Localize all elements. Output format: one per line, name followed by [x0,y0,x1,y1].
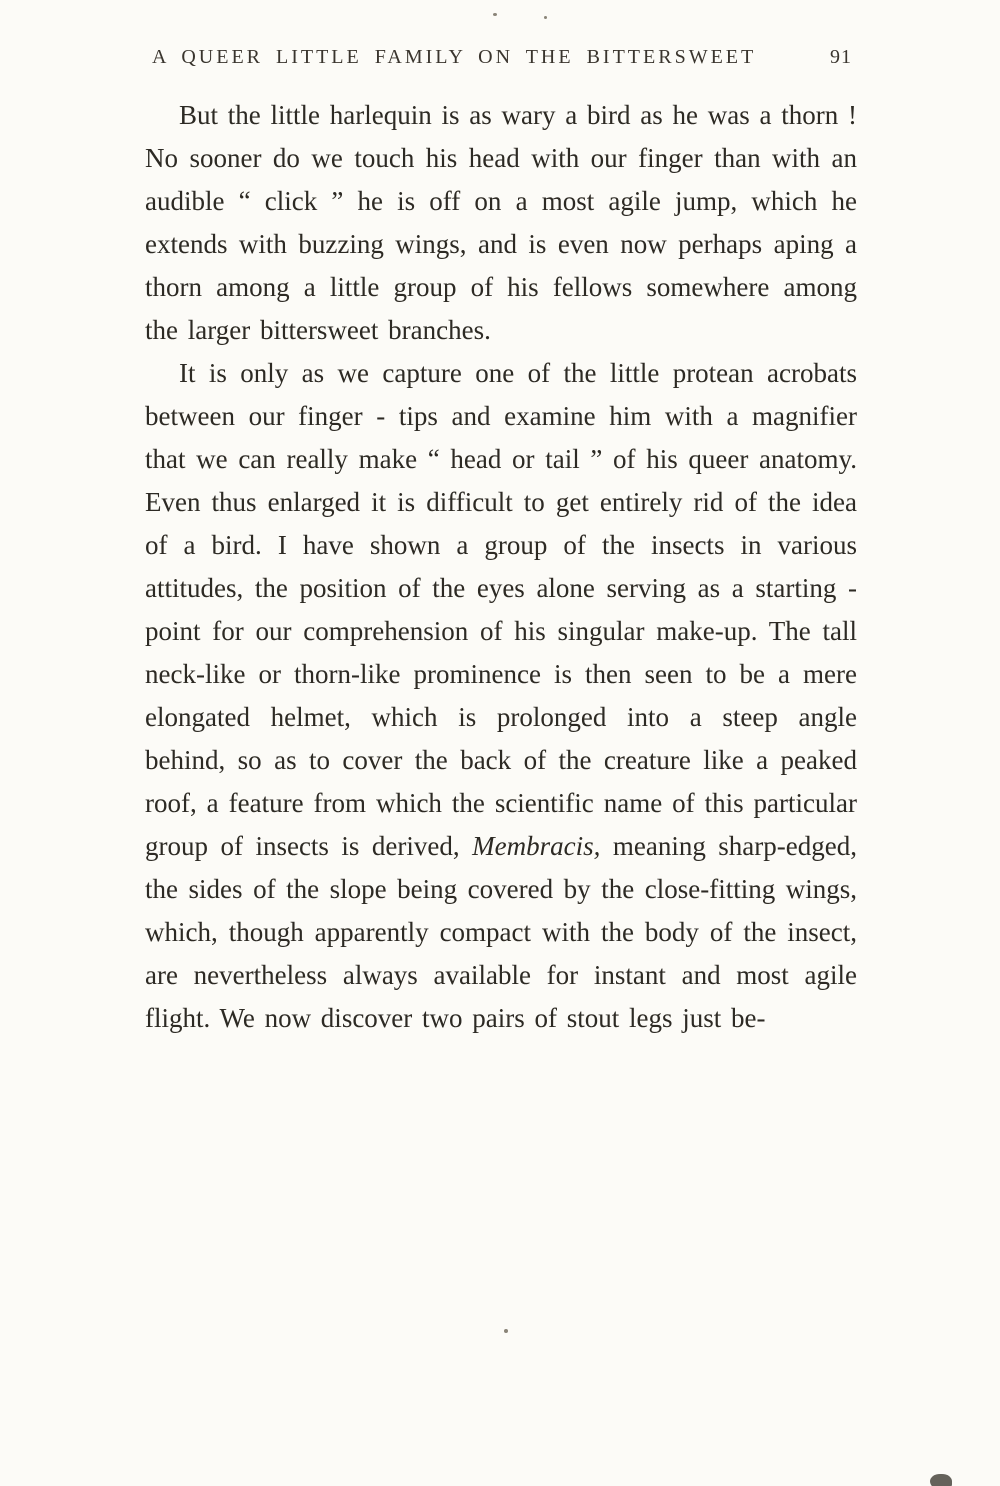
body-text [145,94,857,1040]
italic-species-term: Membracis, [472,831,601,861]
paragraph-2-text-before-italic: It is only as we capture one of the little protean acrobats between our finger - tips and examine him with a magnifier that we can really make “ head or tail ” of his queer anatomy. Even thus enlarged it is difficult to get entirely rid of the idea of a bird. I have shown a group of the insects in various attitudes, the position of the eyes alone serving as a starting - point for our comprehension of his singular make-up. The tall neck-like or thorn-like prominence is then seen to be a mere elongated helmet, which is prolonged into a steep angle behind, so as to cover the back of the creature like a peaked roof, a feature from which the scientific name of this particular group of insects is derived, [145,358,857,861]
scan-speck [493,13,497,16]
running-head-title: A QUEER LITTLE FAMILY ON THE BITTERSWEET [152,46,757,68]
paragraph-1 [145,94,857,352]
paragraph-1-text: But the little harlequin is as wary a bird as he was a thorn ! No sooner do we touch his head with our finger than with an audible “ click ” he is off on a most agile jump, which he extends with buzzing wings, and is even now perhaps aping a thorn among a little group of his fellows somewhere among the larger bittersweet branches. [145,100,857,345]
page-number: 91 [830,46,852,68]
running-head [152,46,852,69]
scan-smudge [930,1474,952,1486]
paragraph-2-text-after-italic: meaning sharp-edged, the sides of the slope being covered by the close-fitting wings, which, though apparently compact with the body of the insect, are nevertheless always available for instant and most agile flight. We now discover two pairs of stout legs just be- [145,831,857,1033]
paragraph-2 [145,352,857,1040]
scan-speck [544,16,547,19]
scan-speck [504,1329,508,1333]
